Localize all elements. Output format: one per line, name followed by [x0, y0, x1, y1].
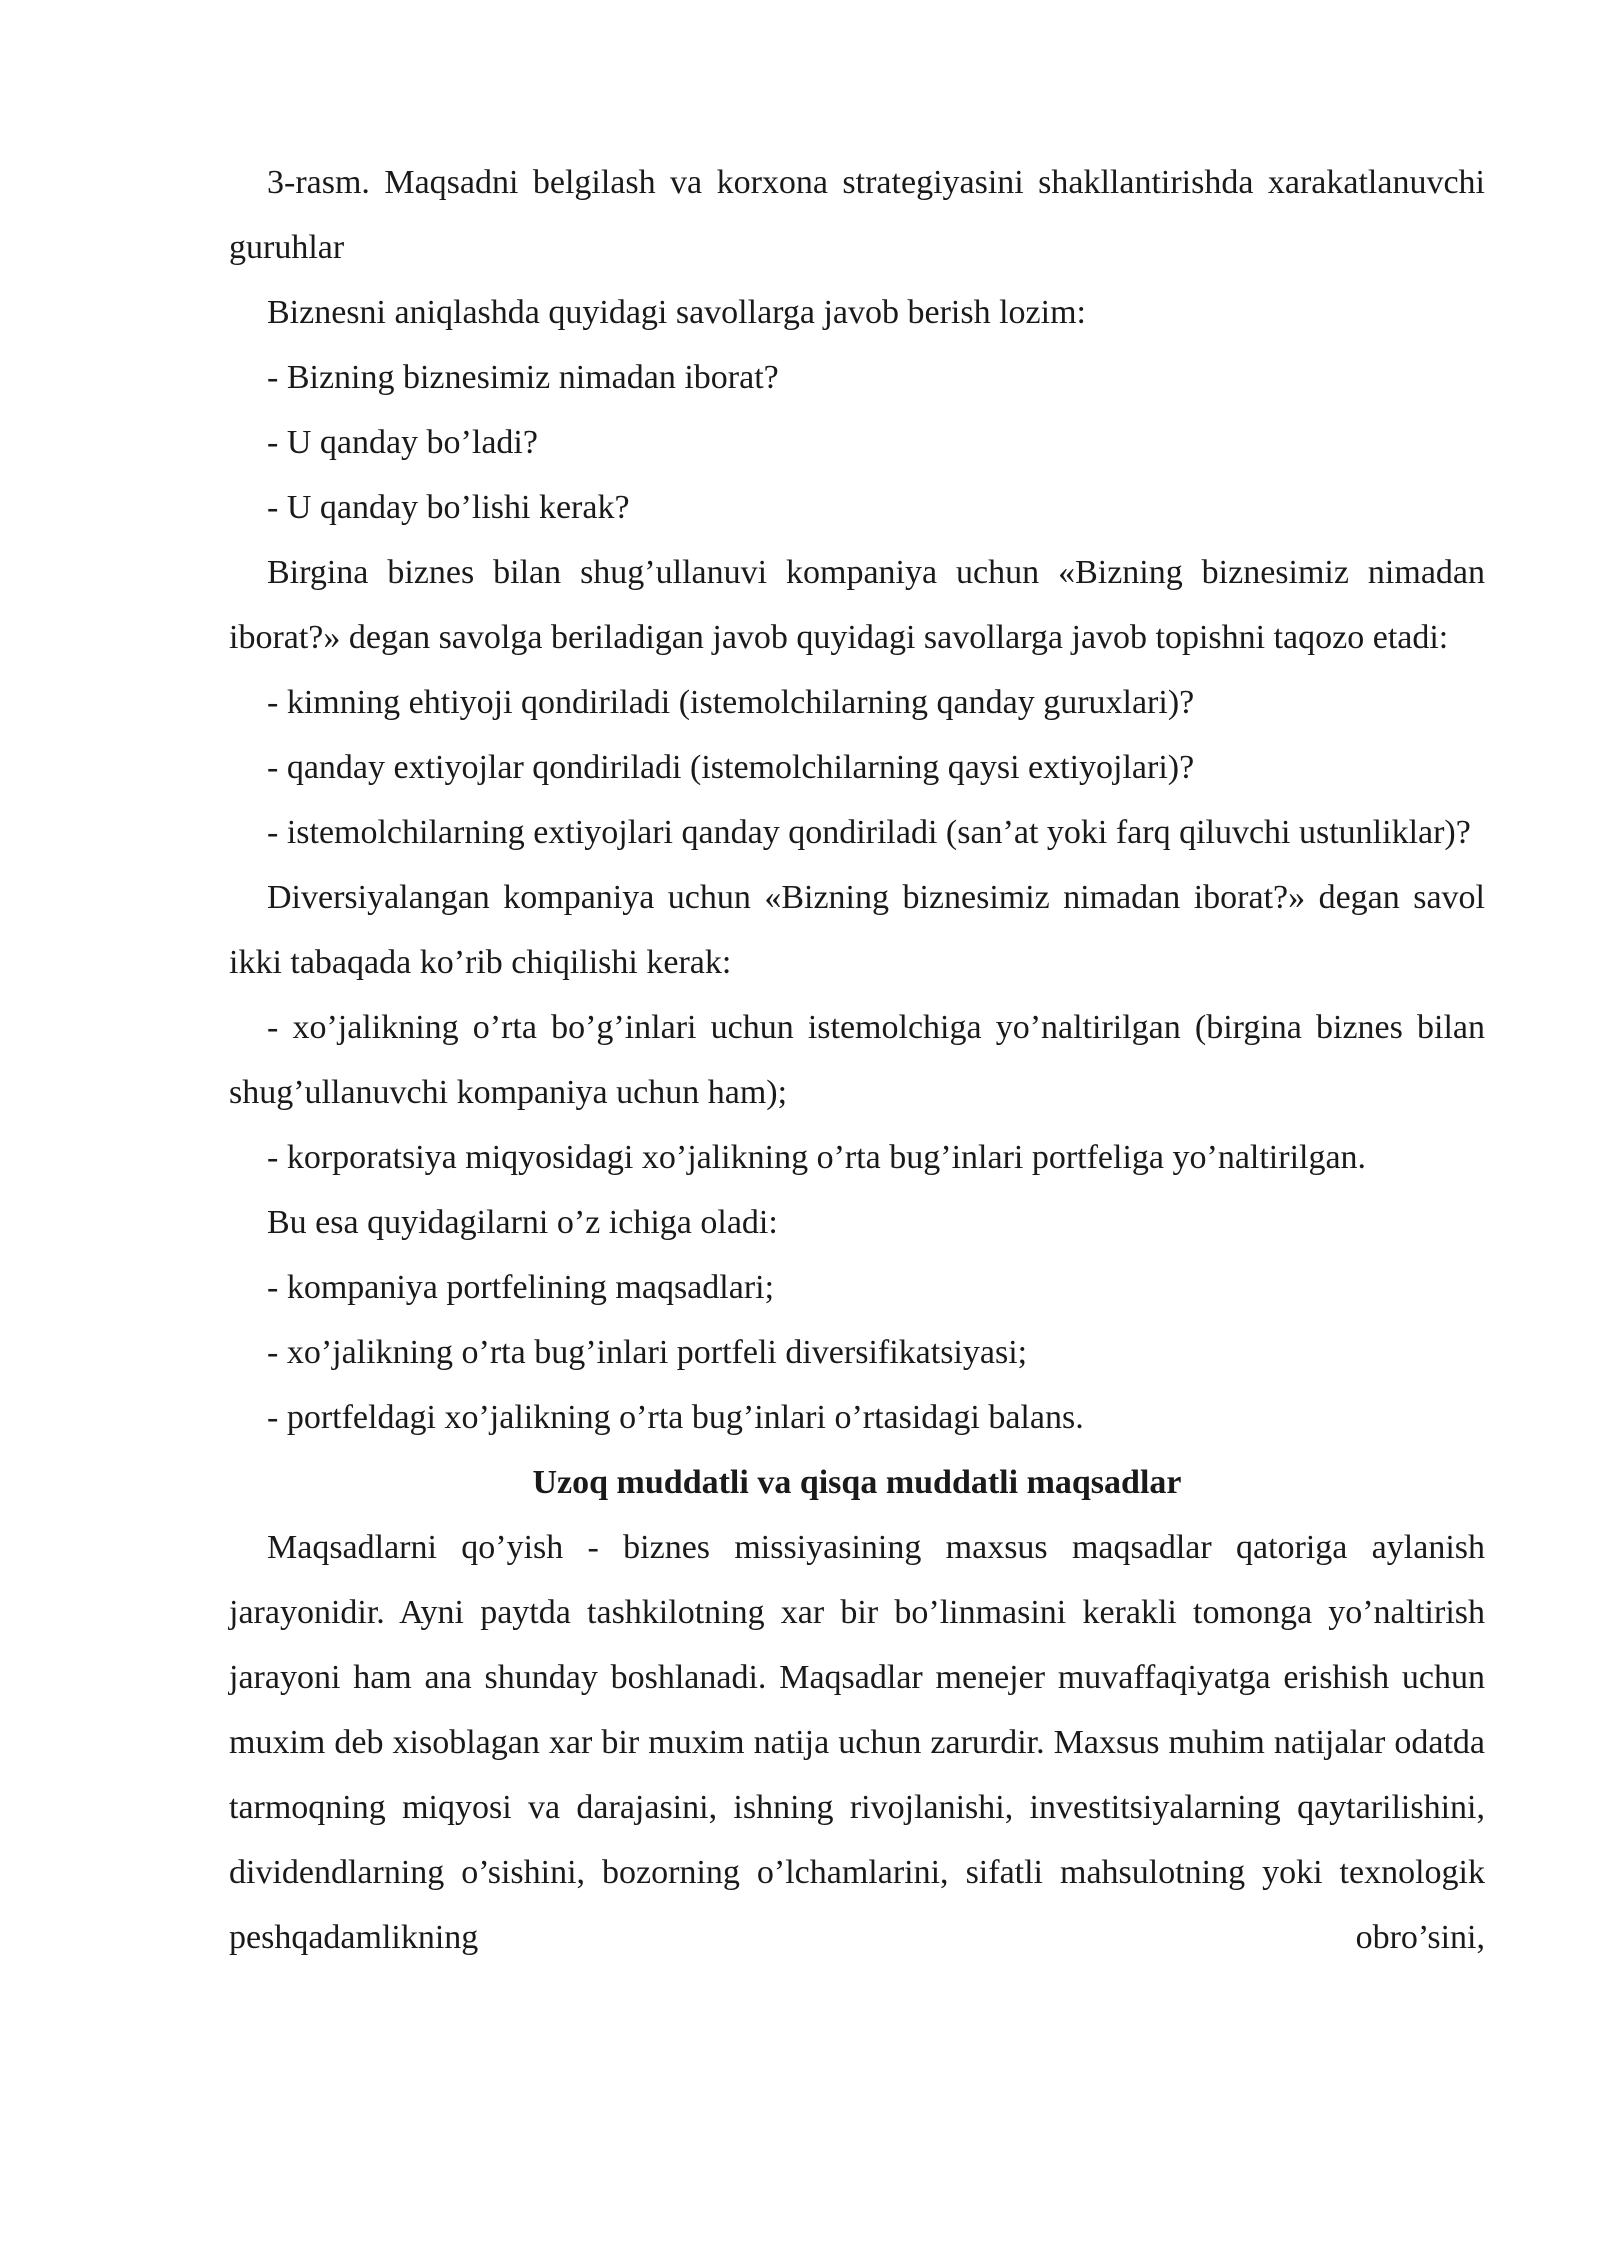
list-item-need-how: - istemolchilarning extiyojlari qanday qondiriladi (san’at yoki farq qiluvchi ustunliklar)?: [267, 814, 1471, 851]
paragraph-goal-setting: Maqsadlarni qo’yish - biznes missiyasining maxsus maqsadlar qatoriga aylanish jarayonidir. Ayni paytda tashkilotning xar bir bo’linmasini kerakli tomonga yo’naltirish jarayoni ham ana shunday boshlanadi. Maqsadlar menejer muvaffaqiyatga erishish uchun muxim deb xisoblagan xar bir muxim natija uchun zarurdir. Maxsus muhim natijalar odatda tarmoqning miqyosi va darajasini, ishning rivojlanishi, investitsiyalarning qaytarilishini, dividendlarning o’sishini, bozorning o’lchamlarini, sifatli mahsulotning yoki texnologik peshqadamlikning obro’sini,: [229, 1529, 1485, 1956]
list-item-question-2: - U qanday bo’ladi?: [267, 424, 538, 461]
list-item-question-1: - Bizning biznesimiz nimadan iborat?: [267, 359, 779, 396]
document-page: [229, 150, 1485, 1970]
figure-caption: 3-rasm. Maqsadni belgilash va korxona strategiyasini shakllantirishda xarakatlanuvchi guruhlar: [229, 164, 1485, 266]
section-heading: Uzoq muddatli va qisqa muddatli maqsadlar: [532, 1464, 1182, 1501]
list-item-level-business: - xo’jalikning o’rta bo’g’inlari uchun istemolchiga yo’naltirilgan (birgina biznes bilan shug’ullanuvchi kompaniya uchun ham);: [229, 1009, 1485, 1111]
list-item-level-corporate: - korporatsiya miqyosidagi xo’jalikning o’rta bug’inlari portfeliga yo’naltirilgan.: [267, 1139, 1367, 1176]
list-item-need-what: - qanday extiyojlar qondiriladi (istemolchilarning qaysi extiyojlari)?: [267, 749, 1195, 786]
list-item-need-who: - kimning ehtiyoji qondiriladi (istemolchilarning qanday guruxlari)?: [267, 684, 1195, 721]
list-item-question-3: - U qanday bo’lishi kerak?: [267, 489, 630, 526]
paragraph-includes: Bu esa quyidagilarni o’z ichiga oladi:: [267, 1204, 778, 1241]
list-item-portfolio-goals: - kompaniya portfelining maqsadlari;: [267, 1269, 775, 1306]
paragraph-diversified: Diversiyalangan kompaniya uchun «Bizning biznesimiz nimadan iborat?» degan savol ikki tabaqada ko’rib chiqilishi kerak:: [229, 879, 1485, 981]
list-item-portfolio-balance: - portfeldagi xo’jalikning o’rta bug’inlari o’rtasidagi balans.: [267, 1399, 1084, 1436]
paragraph-intro: Biznesni aniqlashda quyidagi savollarga javob berish lozim:: [267, 294, 1086, 331]
list-item-portfolio-diversification: - xo’jalikning o’rta bug’inlari portfeli diversifikatsiyasi;: [267, 1334, 1028, 1371]
paragraph-single-business: Birgina biznes bilan shug’ullanuvi kompaniya uchun «Bizning biznesimiz nimadan iborat?» degan savolga beriladigan javob quyidagi savollarga javob topishni taqozo etadi:: [229, 554, 1485, 656]
